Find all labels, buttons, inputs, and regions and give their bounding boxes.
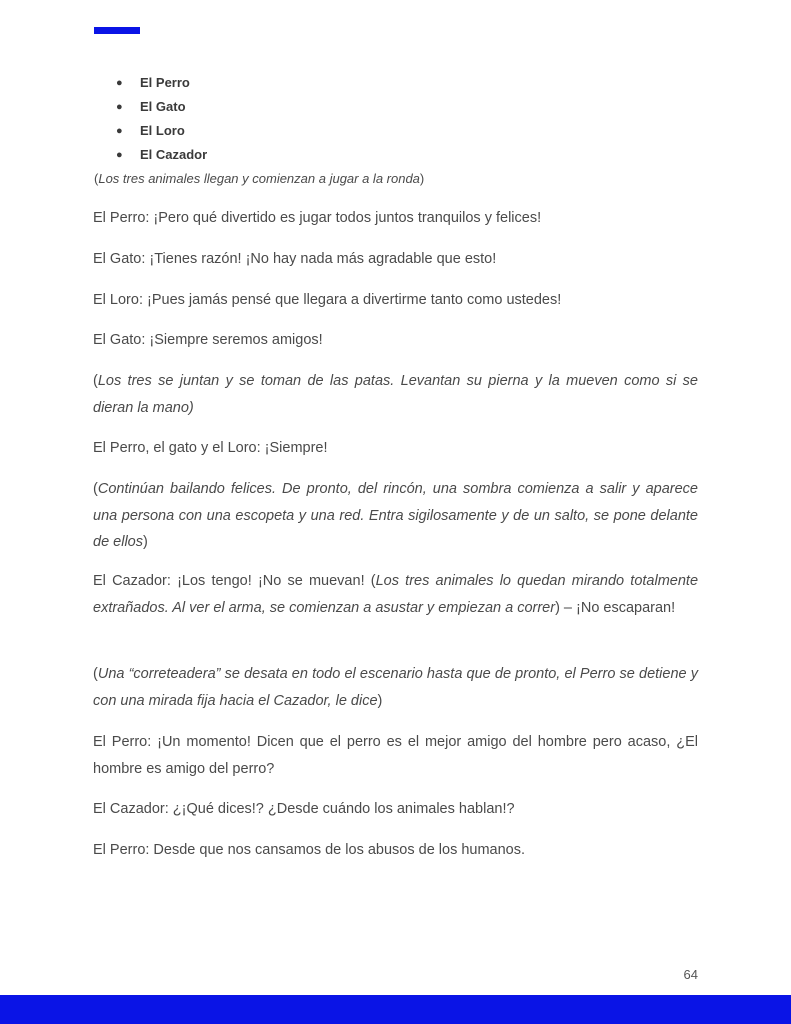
page-number: 64 xyxy=(683,967,698,982)
bullet-icon: ● xyxy=(116,101,123,113)
cast-list xyxy=(94,74,207,170)
cast-item xyxy=(94,98,207,122)
dialogue-line: El Perro: Desde que nos cansamos de los abusos de los humanos. xyxy=(93,842,526,858)
dialogue-line: El Cazador: ¿¡Qué dices!? ¿Desde cuándo los animales hablan!? xyxy=(93,801,515,817)
bullet-icon: ● xyxy=(116,125,123,137)
dialogue-line: El Cazador: ¡Los tengo! ¡No se muevan! (Los tres animales lo quedan mirando totalmente extrañados. Al ver el arma, se comienzan a asustar y empiezan a correr) – ¡No escaparan! xyxy=(93,573,699,616)
cast-name: El Perro xyxy=(140,75,190,90)
bullet-icon: ● xyxy=(116,149,123,161)
stage-direction: (Una “correteadera” se desata en todo el escenario hasta que de pronto, el Perro se detiene y con una mirada fija hacia el Cazador, le dice) xyxy=(93,666,698,709)
cast-item xyxy=(94,74,207,98)
bullet-icon: ● xyxy=(116,77,123,89)
cast-item xyxy=(94,146,207,170)
stage-direction-intro: (Los tres animales llegan y comienzan a jugar a la ronda) xyxy=(94,171,425,186)
footer-accent-bar xyxy=(0,995,791,1024)
dialogue-line: El Perro, el gato y el Loro: ¡Siempre! xyxy=(93,440,328,456)
dialogue-line: El Gato: ¡Tienes razón! ¡No hay nada más agradable que esto! xyxy=(93,251,497,267)
stage-direction: (Los tres se juntan y se toman de las patas. Levantan su pierna y la mueven como si se dieran la mano) xyxy=(93,373,698,416)
stage-direction: (Continúan bailando felices. De pronto, del rincón, una sombra comienza a salir y aparece una persona con una escopeta y una red. Entra sigilosamente y de un salto, se pone delante de ellos) xyxy=(93,481,698,550)
cast-name: El Gato xyxy=(140,99,186,114)
cast-name: El Cazador xyxy=(140,147,208,162)
cast-name: El Loro xyxy=(140,123,185,138)
dialogue-line: El Perro: ¡Pero qué divertido es jugar todos juntos tranquilos y felices! xyxy=(93,210,542,226)
dialogue-line: El Loro: ¡Pues jamás pensé que llegara a divertirme tanto como ustedes! xyxy=(93,292,562,308)
cast-item xyxy=(94,122,207,146)
dialogue-line: El Gato: ¡Siempre seremos amigos! xyxy=(93,332,323,348)
header-accent-bar xyxy=(94,27,140,34)
dialogue-line: El Perro: ¡Un momento! Dicen que el perro es el mejor amigo del hombre pero acaso, ¿El hombre es amigo del perro? xyxy=(93,734,698,777)
